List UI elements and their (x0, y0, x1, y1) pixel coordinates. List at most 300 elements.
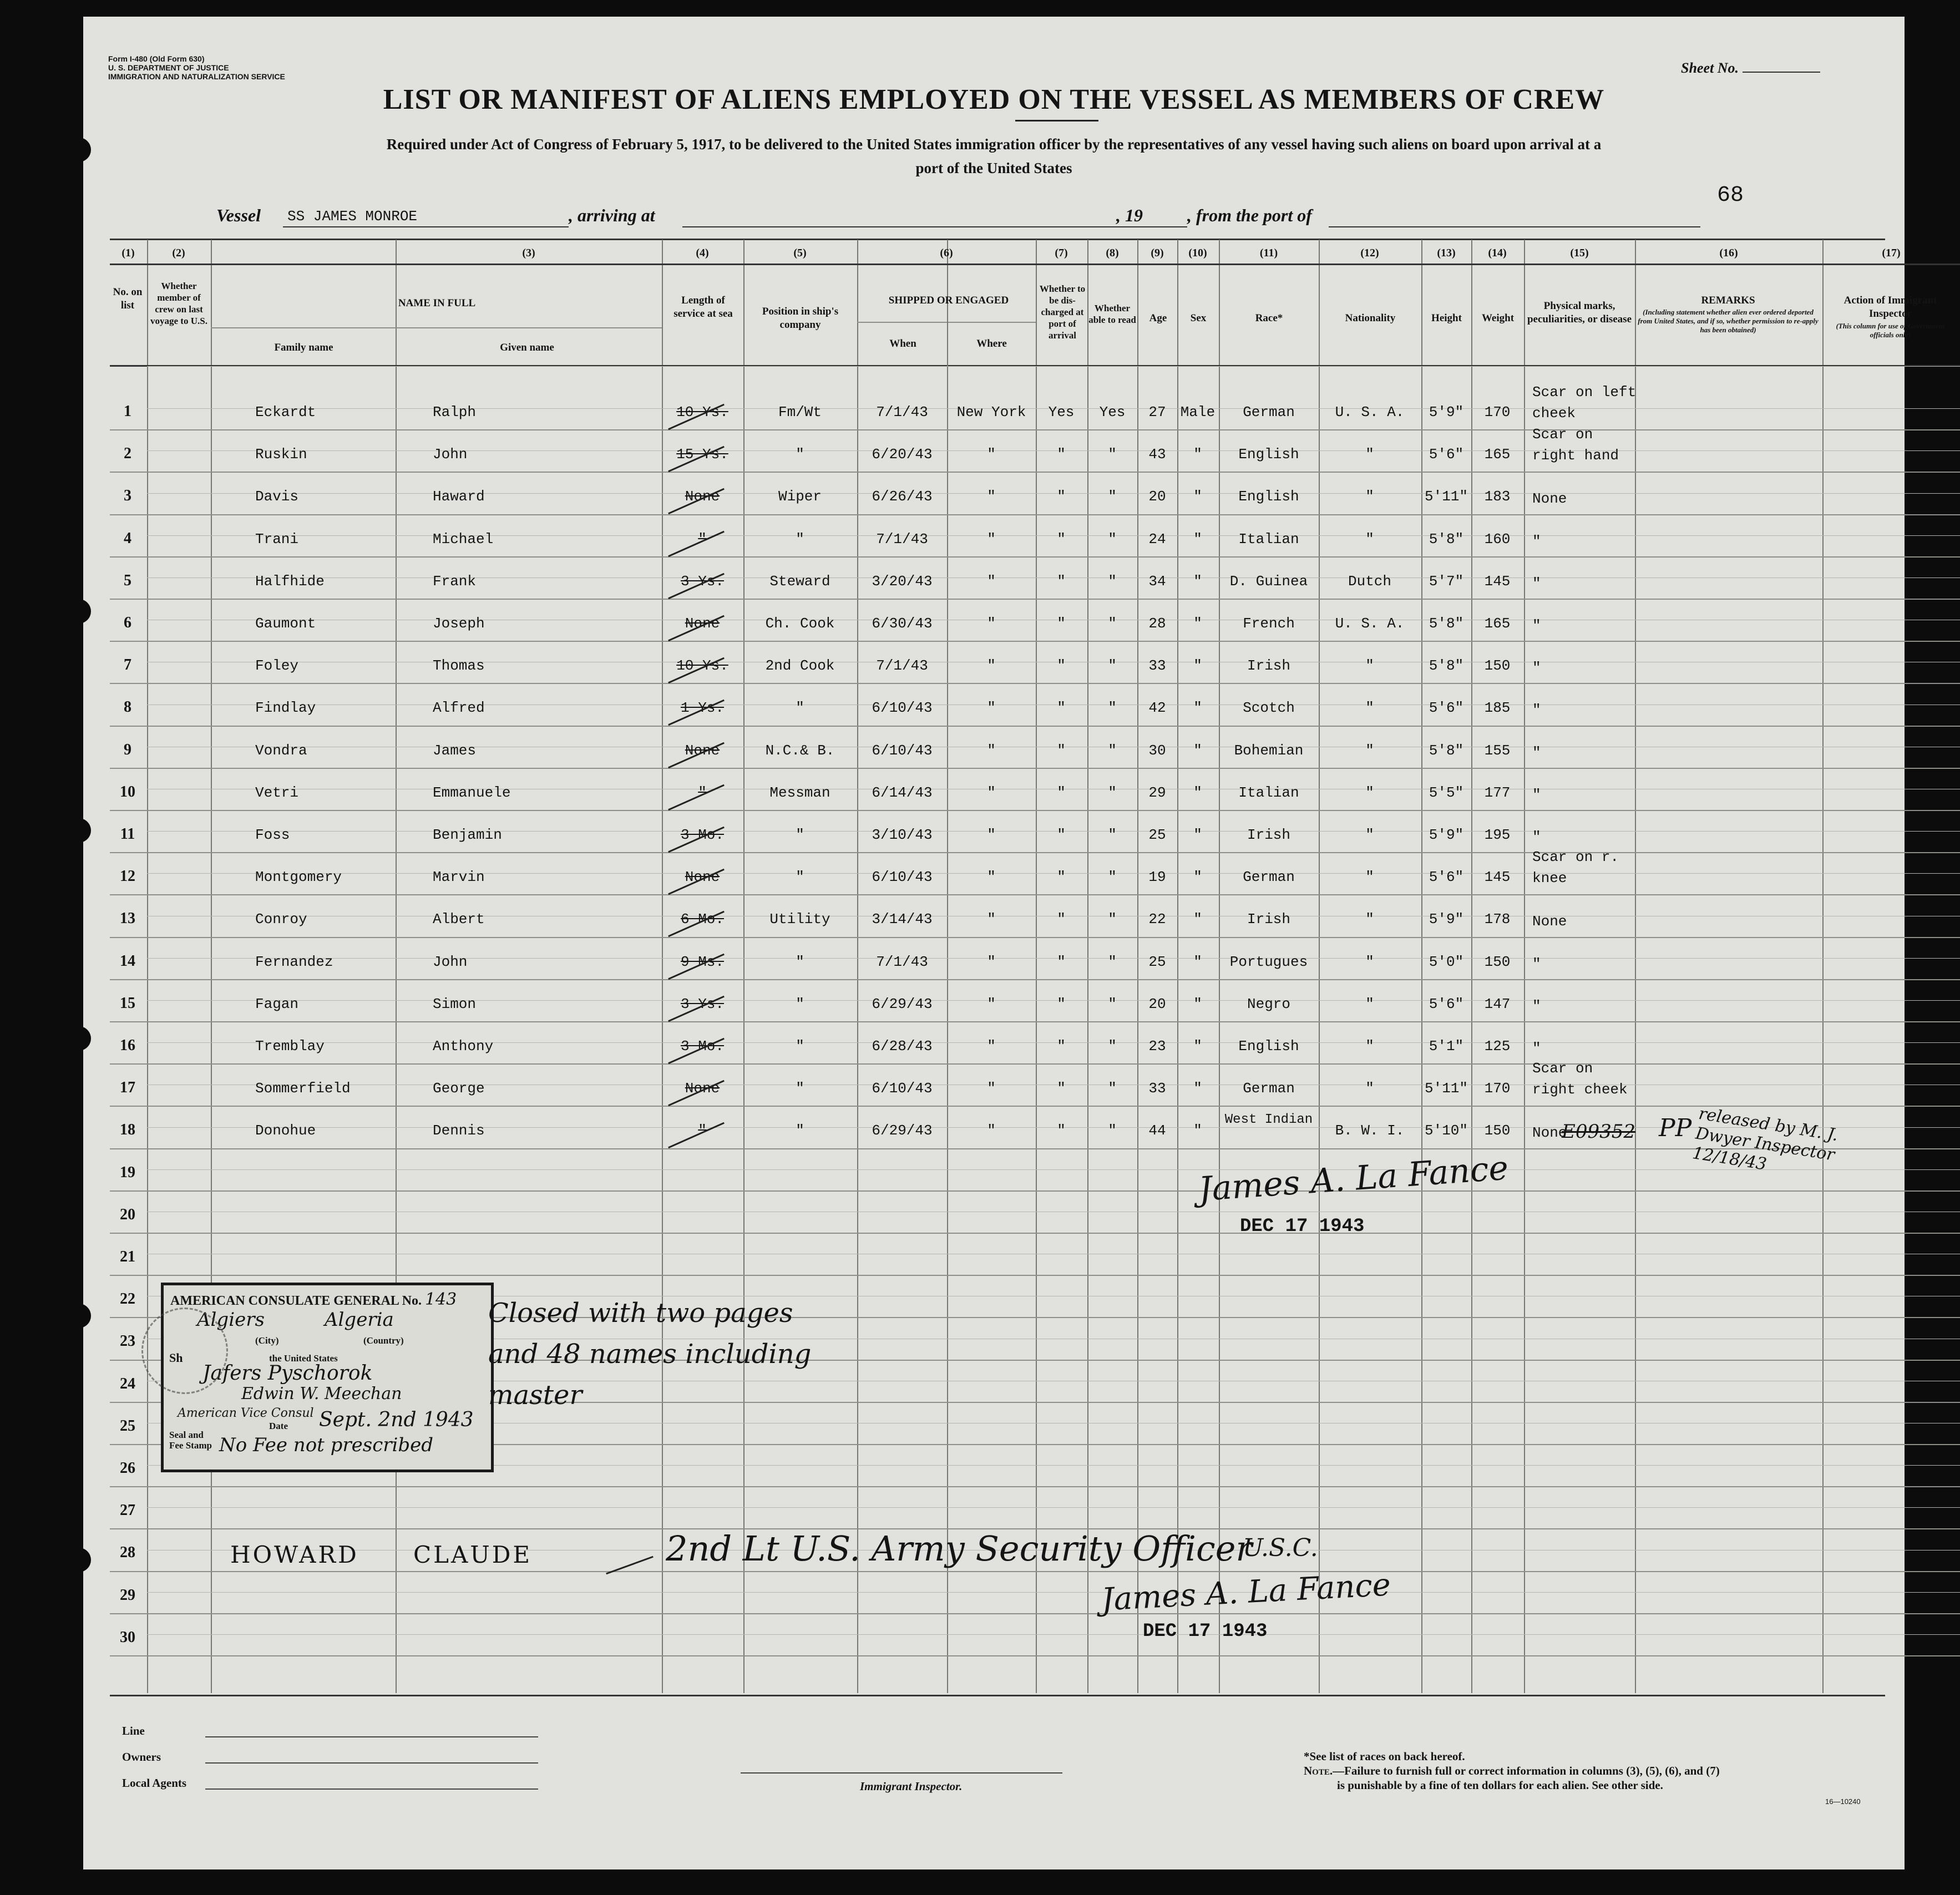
service-cell: " (698, 784, 707, 801)
service-name: IMMIGRATION AND NATURALIZATION SERVICE (108, 72, 285, 81)
discharged-cell: Yes (1048, 404, 1075, 420)
discharged-cell: " (1057, 953, 1066, 970)
row-subrule (147, 1169, 1960, 1170)
consulate-header: AMERICAN CONSULATE GENERAL No. 143 (170, 1290, 457, 1309)
service-cell: None (685, 615, 720, 632)
height-cell: 5'9" (1429, 404, 1464, 420)
punch-hole (67, 1548, 91, 1572)
position-cell: Messman (769, 784, 830, 801)
where-cell: " (987, 530, 996, 548)
header-shipped-or-engaged: SHIPPED OR ENGAGED (888, 295, 1009, 306)
column-number: (3) (522, 247, 535, 259)
age-cell: 23 (1148, 1038, 1166, 1055)
sex-cell: " (1193, 615, 1202, 632)
race-cell: Irish (1247, 911, 1290, 928)
weight-cell: 155 (1484, 742, 1511, 759)
row-subrule (147, 1592, 1960, 1593)
race-cell: Negro (1247, 995, 1290, 1012)
when-cell: 6/10/43 (872, 742, 933, 759)
row28-nationality: U.S.C. (1243, 1534, 1318, 1562)
physical-marks-cell: None (1532, 1124, 1567, 1142)
able-to-read-cell: Yes (1099, 404, 1126, 420)
header-family-name: Family name (274, 342, 333, 353)
family-name-cell: Foley (255, 657, 299, 675)
weight-cell: 183 (1484, 488, 1511, 505)
consulate-country: Algeria (325, 1309, 394, 1331)
able-to-read-cell: " (1108, 1122, 1117, 1139)
where-cell: " (987, 446, 996, 463)
remarks-release-note: released by M. J. Dwyer Inspector 12/18/43 (1691, 1104, 1840, 1174)
when-cell: 6/10/43 (872, 1080, 933, 1097)
height-cell: 5'9" (1429, 827, 1464, 843)
weight-cell: 165 (1484, 615, 1511, 632)
when-cell: 6/20/43 (872, 446, 933, 463)
title-underline (1015, 120, 1098, 121)
from-port-label: , from the port of (1187, 205, 1312, 225)
weight-cell: 178 (1484, 911, 1511, 928)
when-cell: 3/20/43 (872, 572, 933, 590)
row-rule (110, 1233, 1960, 1234)
inspector-signature-2: James A. La Fance (1100, 1567, 1392, 1618)
age-cell: 44 (1148, 1122, 1166, 1139)
nationality-cell: " (1365, 995, 1374, 1012)
position-cell: 2nd Cook (765, 657, 835, 675)
form-id-block (108, 54, 285, 81)
row-rule (110, 556, 1960, 558)
weight-cell: 165 (1484, 446, 1511, 463)
physical-marks-cell: " (1532, 955, 1541, 972)
weight-cell: 150 (1484, 953, 1511, 970)
row-rule (110, 1106, 1960, 1107)
nationality-cell: U. S. A. (1335, 404, 1405, 420)
physical-marks-cell: " (1532, 533, 1541, 550)
header-height: Height (1431, 312, 1462, 324)
seal-fee-label: Seal and Fee Stamp (169, 1430, 212, 1451)
row-rule (110, 937, 1960, 938)
consul-date: Sept. 2nd 1943 (319, 1408, 474, 1431)
race-cell: English (1238, 1038, 1299, 1055)
row-number: 11 (120, 825, 135, 843)
service-cell: 15 Ys. (676, 446, 728, 463)
year-label: , 19 (1116, 205, 1143, 225)
sex-cell: " (1193, 953, 1202, 970)
failure-note-line2: is punishable by a fine of ten dollars for each alien. See other side. (1337, 1779, 1663, 1792)
where-cell: New York (956, 404, 1026, 420)
discharged-cell: " (1057, 446, 1066, 463)
able-to-read-cell: " (1108, 1080, 1117, 1097)
row28-family-name: HOWARD (230, 1541, 359, 1568)
header-where: Where (976, 338, 1007, 349)
given-name-cell: Anthony (433, 1038, 494, 1055)
race-cell: Portugues (1229, 953, 1308, 970)
service-cell: 3 Ys. (680, 995, 724, 1012)
age-cell: 27 (1148, 404, 1166, 420)
nationality-cell: Dutch (1348, 572, 1391, 590)
weight-cell: 125 (1484, 1038, 1511, 1055)
where-cell: " (987, 869, 996, 886)
row-number: 18 (120, 1121, 135, 1139)
race-cell: German (1243, 1080, 1295, 1097)
where-cell: " (987, 1080, 996, 1097)
column-number: (10) (1188, 247, 1207, 259)
header-member-last-voyage: Whether member of crew on last voyage to U.S. (150, 281, 207, 326)
where-cell: " (987, 911, 996, 928)
header-sex: Sex (1190, 312, 1207, 324)
row-subrule (147, 1634, 1960, 1635)
family-name-cell: Donohue (255, 1122, 316, 1139)
row-number: 7 (124, 656, 131, 674)
column-rule (211, 240, 212, 1693)
when-cell: 7/1/43 (876, 953, 928, 970)
column-number: (6) (940, 247, 953, 259)
race-cell: Irish (1247, 657, 1290, 675)
race-cell: West Indian (1224, 1112, 1313, 1128)
sex-cell: " (1193, 1080, 1202, 1097)
position-cell: " (796, 530, 804, 548)
row28-given-name: CLAUDE (413, 1541, 533, 1568)
sheet-number-label: Sheet No. (1681, 60, 1820, 77)
when-cell: 6/29/43 (872, 995, 933, 1012)
given-name-cell: Ralph (433, 404, 477, 420)
service-cell: 9 Ms. (680, 953, 724, 970)
family-name-cell: Eckardt (255, 404, 316, 420)
when-cell: 7/1/43 (876, 657, 928, 675)
row-number: 28 (120, 1544, 135, 1562)
race-cell: D. Guinea (1229, 572, 1308, 590)
weight-cell: 160 (1484, 530, 1511, 548)
column-number: (5) (793, 247, 807, 259)
position-cell: " (796, 446, 804, 463)
where-cell: " (987, 742, 996, 759)
when-cell: 7/1/43 (876, 530, 928, 548)
race-cell: English (1238, 446, 1299, 463)
discharged-cell: " (1057, 657, 1066, 675)
race-cell: Italian (1238, 530, 1299, 548)
discharged-cell: " (1057, 1122, 1066, 1139)
row-number: 20 (120, 1205, 135, 1223)
sex-cell: " (1193, 700, 1202, 717)
closing-note: Closed with two pages and 48 names including master (488, 1298, 812, 1411)
age-cell: 28 (1148, 615, 1166, 632)
where-cell: " (987, 700, 996, 717)
service-cell: 3 Ys. (680, 572, 724, 590)
row-rule (110, 472, 1960, 473)
nationality-cell: " (1365, 530, 1374, 548)
given-name-cell: Joseph (433, 615, 485, 632)
nationality-cell: " (1365, 869, 1374, 886)
when-cell: 6/14/43 (872, 784, 933, 801)
row-rule (110, 429, 1960, 430)
position-cell: " (796, 1038, 804, 1055)
when-cell: 6/30/43 (872, 615, 933, 632)
sex-cell: " (1193, 657, 1202, 675)
weight-cell: 185 (1484, 700, 1511, 717)
column-rule (947, 322, 948, 366)
column-number: (7) (1055, 247, 1068, 259)
row-number: 15 (120, 994, 135, 1012)
consul-title: American Vice Consul (178, 1406, 314, 1420)
able-to-read-cell: " (1108, 742, 1117, 759)
row-subrule (147, 366, 1960, 367)
physical-marks-cell: " (1532, 829, 1541, 845)
age-cell: 25 (1148, 953, 1166, 970)
height-cell: 5'0" (1429, 953, 1464, 970)
row-number: 22 (120, 1290, 135, 1308)
position-cell: Steward (769, 572, 830, 590)
vessel-name: SS JAMES MONROE (287, 208, 418, 225)
service-cell: 10 Ys. (676, 657, 728, 675)
height-cell: 5'8" (1429, 530, 1464, 548)
race-cell: Italian (1238, 784, 1299, 801)
service-cell: 6 Mo. (680, 911, 724, 928)
age-cell: 34 (1148, 572, 1166, 590)
physical-marks-cell: " (1532, 660, 1541, 677)
row-number: 27 (120, 1502, 135, 1519)
physical-marks-cell: " (1532, 997, 1541, 1015)
physical-marks-cell: Scar on right hand (1532, 426, 1619, 464)
row-rule (110, 1655, 1960, 1656)
able-to-read-cell: " (1108, 953, 1117, 970)
header-no-on-list: No. on list (113, 286, 143, 311)
row-number: 29 (120, 1586, 135, 1604)
given-name-cell: Frank (433, 572, 477, 590)
given-name-cell: Alfred (433, 700, 485, 717)
column-rule (147, 240, 148, 1693)
where-cell: " (987, 1122, 996, 1139)
family-name-cell: Sommerfield (255, 1080, 351, 1097)
weight-cell: 150 (1484, 657, 1511, 675)
weight-cell: 177 (1484, 784, 1511, 801)
discharged-cell: " (1057, 530, 1066, 548)
column-number: (2) (172, 247, 185, 259)
header-remarks: REMARKS (1701, 295, 1755, 306)
row-number: 16 (120, 1037, 135, 1054)
row-number: 4 (124, 529, 131, 547)
position-cell: Wiper (778, 488, 822, 505)
header-remarks-note: (Including statement whether alien ever ordered deported from United States, and if so, whether permission to re-apply has been obtained) (1638, 308, 1819, 334)
inspector-signature-1: James A. La Fance (1197, 1148, 1510, 1209)
discharged-cell: " (1057, 1080, 1066, 1097)
given-name-cell: Albert (433, 911, 485, 928)
remarks-initials-row18: PP (1659, 1114, 1692, 1142)
department-name: U. S. DEPARTMENT OF JUSTICE (108, 63, 229, 72)
physical-marks-cell: " (1532, 702, 1541, 719)
row-number: 23 (120, 1332, 135, 1350)
position-cell: " (796, 1122, 804, 1139)
row-number: 6 (124, 614, 131, 631)
service-cell: 10 Ys. (676, 404, 728, 420)
given-name-cell: Dennis (433, 1122, 485, 1139)
able-to-read-cell: " (1108, 657, 1117, 675)
position-cell: " (796, 995, 804, 1012)
owners-label: Owners (122, 1750, 161, 1764)
given-name-cell: Emmanuele (433, 784, 511, 801)
discharged-cell: " (1057, 700, 1066, 717)
sex-cell: " (1193, 572, 1202, 590)
nationality-cell: " (1365, 742, 1374, 759)
height-cell: 5'6" (1429, 446, 1464, 463)
header-nationality: Nationality (1345, 312, 1396, 324)
row-number: 25 (120, 1417, 135, 1435)
position-cell: N.C.& B. (765, 742, 835, 759)
sex-cell: " (1193, 1122, 1202, 1139)
form-code: 16—10240 (1825, 1797, 1861, 1806)
row-rule (110, 979, 1960, 980)
page-title: LIST OR MANIFEST OF ALIENS EMPLOYED ON THE VESSEL AS MEMBERS OF CREW (383, 84, 1605, 115)
immigrant-inspector-label: Immigrant Inspector. (860, 1780, 963, 1793)
given-name-cell: James (433, 742, 477, 759)
physical-marks-cell: None (1532, 913, 1567, 930)
consul-signature: Jafers Pyschorok (202, 1362, 373, 1385)
age-cell: 20 (1148, 995, 1166, 1012)
header-position: Position in ship's company (762, 306, 839, 331)
header-given-name: Given name (500, 342, 554, 353)
header-action-inspector: Action of Immigrant Inspector (1843, 295, 1937, 320)
nationality-cell: " (1365, 911, 1374, 928)
age-cell: 29 (1148, 784, 1166, 801)
age-cell: 33 (1148, 657, 1166, 675)
row-rule (110, 852, 1960, 853)
punch-hole (67, 818, 91, 843)
when-cell: 6/26/43 (872, 488, 933, 505)
race-cell: German (1243, 404, 1295, 420)
manifest-sheet (83, 17, 1945, 1869)
position-cell: " (796, 827, 804, 843)
row-rule (110, 1275, 1960, 1276)
position-cell: Fm/Wt (778, 404, 822, 420)
when-cell: 3/10/43 (872, 827, 933, 843)
family-name-cell: Conroy (255, 911, 307, 928)
header-race: Race* (1255, 312, 1283, 324)
stamp-line-label: Sh (169, 1351, 183, 1365)
date-stamp-2: DEC 17 1943 (1143, 1621, 1268, 1642)
where-cell: " (987, 1038, 996, 1055)
header-rule (110, 264, 1960, 265)
column-number: (11) (1259, 247, 1278, 259)
family-name-cell: Findlay (255, 700, 316, 717)
row-number: 8 (124, 698, 131, 716)
race-cell: German (1243, 869, 1295, 886)
column-number: (12) (1360, 247, 1379, 259)
height-cell: 5'7" (1429, 572, 1464, 590)
where-cell: " (987, 995, 996, 1012)
row-number: 10 (120, 783, 135, 800)
row-number: 2 (124, 445, 131, 463)
physical-marks-cell: " (1532, 786, 1541, 803)
page-number: 68 (1717, 183, 1744, 208)
discharged-cell: " (1057, 488, 1066, 505)
able-to-read-cell: " (1108, 615, 1117, 632)
column-number: (17) (1882, 247, 1901, 259)
physical-marks-cell: None (1532, 490, 1567, 508)
given-name-cell: John (433, 953, 468, 970)
sex-cell: " (1193, 530, 1202, 548)
column-rule (1822, 240, 1824, 1693)
height-cell: 5'10" (1424, 1122, 1468, 1139)
weight-cell: 145 (1484, 869, 1511, 886)
age-cell: 20 (1148, 488, 1166, 505)
arriving-label: , arriving at (569, 205, 655, 225)
discharged-cell: " (1057, 784, 1066, 801)
height-cell: 5'1" (1429, 1038, 1464, 1055)
row-number: 3 (124, 487, 131, 505)
date-stamp-1: DEC 17 1943 (1240, 1216, 1365, 1237)
service-cell: None (685, 1080, 720, 1097)
row-rule (110, 1190, 1960, 1192)
when-cell: 6/29/43 (872, 1122, 933, 1139)
service-cell: 1 Ys. (680, 700, 724, 717)
nationality-cell: B. W. I. (1335, 1122, 1405, 1139)
height-cell: 5'6" (1429, 700, 1464, 717)
column-number: (13) (1437, 247, 1456, 259)
position-cell: " (796, 869, 804, 886)
column-number: (9) (1151, 247, 1164, 259)
row-rule (110, 1021, 1960, 1022)
row-rule (110, 726, 1960, 727)
service-cell: 3 Mo. (680, 827, 724, 843)
sex-cell: Male (1180, 404, 1215, 420)
able-to-read-cell: " (1108, 446, 1117, 463)
physical-marks-cell: Scar on r. knee (1532, 849, 1619, 887)
where-cell: " (987, 488, 996, 505)
subtitle-line2: port of the United States (915, 160, 1072, 176)
family-name-cell: Halfhide (255, 572, 325, 590)
row-number: 30 (120, 1628, 135, 1646)
given-name-cell: George (433, 1080, 485, 1097)
given-name-cell: Benjamin (433, 827, 502, 843)
nationality-cell: " (1365, 657, 1374, 675)
nationality-cell: " (1365, 827, 1374, 843)
where-cell: " (987, 572, 996, 590)
height-cell: 5'6" (1429, 869, 1464, 886)
row-number: 5 (124, 571, 131, 589)
sex-cell: " (1193, 1038, 1202, 1055)
remarks-code-row18: E09352 (1562, 1121, 1635, 1143)
fee-note: No Fee not prescribed (219, 1434, 434, 1456)
row-number: 14 (120, 952, 135, 970)
discharged-cell: " (1057, 995, 1066, 1012)
discharged-cell: " (1057, 827, 1066, 843)
family-name-cell: Trani (255, 530, 299, 548)
date-label: Date (269, 1421, 288, 1431)
sex-cell: " (1193, 784, 1202, 801)
age-cell: 42 (1148, 700, 1166, 717)
able-to-read-cell: " (1108, 995, 1117, 1012)
row-number: 12 (120, 868, 135, 885)
able-to-read-cell: " (1108, 1038, 1117, 1055)
position-cell: Utility (769, 911, 830, 928)
height-cell: 5'11" (1424, 488, 1468, 505)
row-rule (110, 894, 1960, 895)
where-cell: " (987, 953, 996, 970)
family-name-cell: Montgomery (255, 869, 342, 886)
age-cell: 33 (1148, 1080, 1166, 1097)
discharged-cell: " (1057, 869, 1066, 886)
header-discharged: Whether to be dis-charged at port of arrival (1039, 283, 1086, 341)
family-name-cell: Davis (255, 488, 299, 505)
position-cell: " (796, 953, 804, 970)
height-cell: 5'8" (1429, 657, 1464, 675)
header-rule (857, 322, 1036, 323)
when-cell: 7/1/43 (876, 404, 928, 420)
weight-cell: 170 (1484, 1080, 1511, 1097)
sex-cell: " (1193, 995, 1202, 1012)
physical-marks-cell: Scar on left cheek (1532, 384, 1637, 422)
row-number: 26 (120, 1460, 135, 1477)
race-cell: English (1238, 488, 1299, 505)
row28-position: 2nd Lt U.S. Army Security Officer (666, 1528, 1253, 1569)
discharged-cell: " (1057, 615, 1066, 632)
